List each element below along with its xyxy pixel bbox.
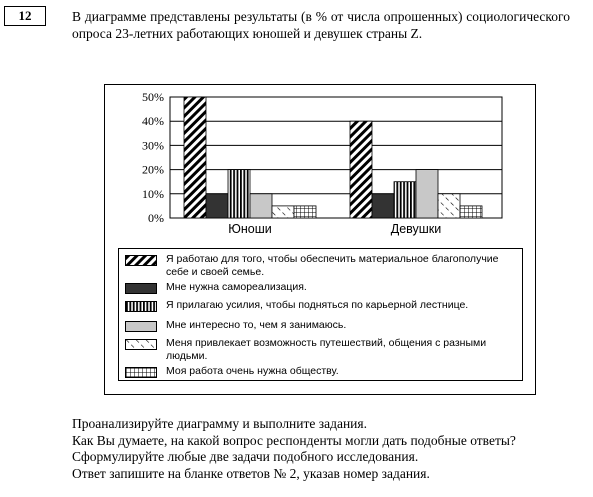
instruction-line: Проанализируйте диаграмму и выполните задания.	[72, 416, 367, 431]
legend-item	[125, 365, 519, 378]
task-intro: В диаграмме представлены результаты (в % от числа опрошенных) социологического опроса 23-летних работающих юношей и девушек страны Z.	[72, 9, 570, 41]
y-tick-label: 20%	[142, 162, 164, 177]
legend-swatch	[125, 283, 157, 294]
legend-item	[125, 319, 519, 332]
bar-chart	[104, 84, 536, 244]
instruction-line: Как Вы думаете, на какой вопрос респонденты могли дать подобные ответы?	[72, 432, 516, 448]
legend-label: Мне интересно то, чем я занимаюсь.	[166, 319, 347, 331]
y-tick-label: 30%	[142, 138, 164, 153]
y-tick-label: 40%	[142, 114, 164, 129]
legend-swatch	[125, 339, 157, 350]
legend-label: Меня привлекает возможность путешествий, общения с разными людьми.	[166, 337, 487, 362]
y-tick-label: 50%	[142, 90, 164, 104]
bar	[272, 206, 294, 218]
legend-item	[125, 253, 519, 278]
task-instructions	[72, 416, 582, 482]
legend-swatch	[125, 255, 157, 266]
bar	[206, 194, 228, 218]
legend-swatch	[125, 301, 157, 312]
legend-label: Я работаю для того, чтобы обеспечить материальное благополучие себе и своей семье.	[166, 253, 499, 278]
legend-label: Моя работа очень нужна обществу.	[166, 365, 339, 377]
y-tick-label: 0%	[148, 211, 164, 225]
x-category-label: Юноши	[228, 222, 272, 236]
bar	[294, 206, 316, 218]
task-number: 12	[4, 6, 46, 26]
bar	[372, 194, 394, 218]
y-tick-label: 10%	[142, 186, 164, 201]
bar	[438, 194, 460, 218]
legend-item	[125, 281, 519, 294]
bar	[184, 97, 206, 218]
instruction-line: Ответ запишите на бланке ответов № 2, указав номер задания.	[72, 465, 430, 481]
legend-item	[125, 299, 519, 312]
bar	[416, 170, 438, 218]
chart-legend	[118, 248, 523, 381]
legend-swatch	[125, 367, 157, 378]
bar	[394, 182, 416, 218]
bar	[350, 121, 372, 218]
x-category-label: Девушки	[390, 222, 442, 236]
bar	[228, 170, 250, 218]
legend-item	[125, 337, 519, 362]
legend-label: Мне нужна самореализация.	[166, 281, 307, 293]
bar	[250, 194, 272, 218]
instruction-line: Сформулируйте любые две задачи подобного исследования.	[72, 449, 419, 464]
bar	[460, 206, 482, 218]
legend-label: Я прилагаю усилия, чтобы подняться по карьерной лестнице.	[166, 299, 469, 311]
legend-swatch	[125, 321, 157, 332]
